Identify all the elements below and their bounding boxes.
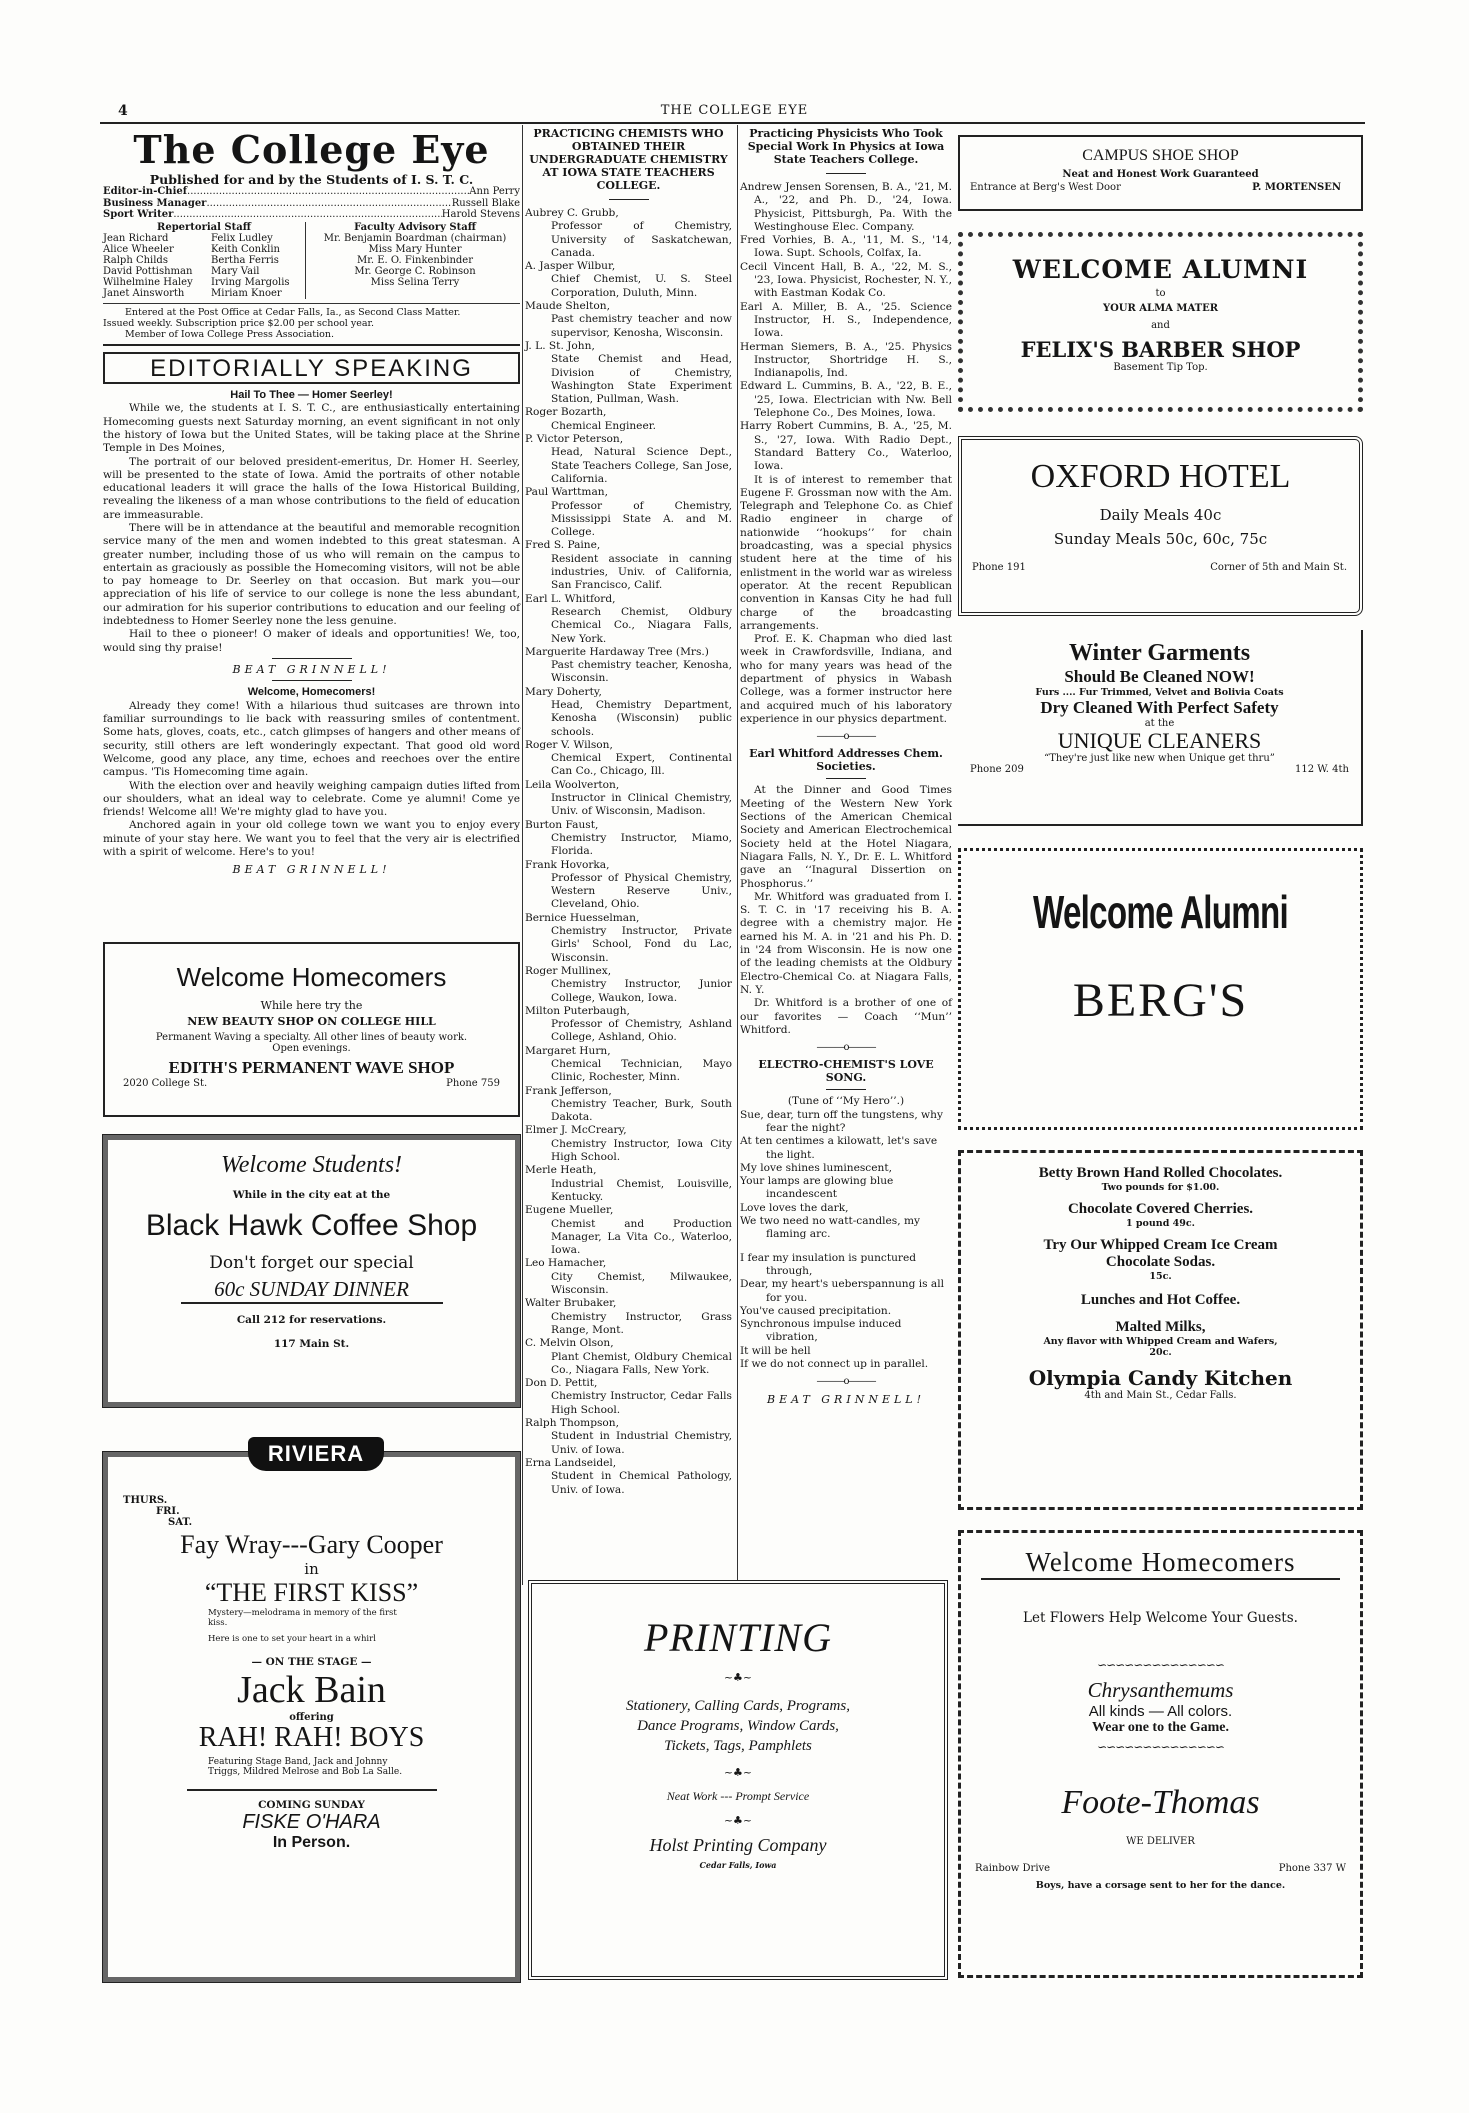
ad-olympia-candy-kitchen: Betty Brown Hand Rolled Chocolates. Two pounds for $1.00. Chocolate Covered Cherries. 1 pound 49c. Try Our Whipped Cream Ice Cream Chocolate Sodas. 15c. Lunches and Hot Coffee. Malted Milks, Any flavor with Whipped Cream and Wafers, 20c. Olympia Candy Kitchen 4th and Main St., Cedar Falls. xyxy=(958,1150,1363,1510)
list-item: Erna Landseidel, Student in Chemical Pathology, Univ. of Iowa. xyxy=(525,1456,732,1496)
column-physicists: Practicing Physicists Who Took Special Work In Physics at Iowa State Teachers College. Andrew Jensen Sorensen, B. A., '21, M. A., '22, and Ph. D., '24, Iowa. Physicist, Pittsburgh, Pa. With the Westinghouse Elec. Company. Fred Vorhies, B. A., '11, M. S., '14, Iowa. Supt. Schools, Colfax, Ia. Cecil Vincent Hall, B. A., '22, M. S., '23, Iowa. Physicist, Rochester, N. Y., with Eastman Kodak Co. Earl A. Miller, B. A., '25. Science Instructor, H. S., Independence, Iowa. Herman Siemers, B. A., '25. Physics Instructor, Shortridge H. S., Indianapolis, Ind. Edward L. Cummins, B. A., '22, B. E., '25, Iowa. Electrician with Nw. Bell Telephone Co., Des Moines, Iowa. Harry Robert Cummins, B. A., '25, M. S., '27, Iowa. With Radio Dept., Standard Battery Co., Waterloo, Iowa. It is of interest to remember that Eugene F. Grossman now with the Am. Telegraph and Telephone Co. as Chief Radio engineer in charge of nationwide ‘‘hookups’’ for chain broadcasting, was a special physics student here at the time of his enlistment in the world war as wireless operator. At the recent Republican convention in Kansas City he had full charge of the broadcasting arrangements. Prof. E. K. Chapman who died last week in Crawfordsville, Indiana, and who for many years was head of the department of physics in Wabash College, was a former instructor here and acquired much of his laboratory experience in our physics department. ———o——— Earl Whitford Addresses Chem. Societies. At the Dinner and Good Times Meeting of the Western New York Sections of the American Chemical Society and American Electrochemical Society held at the Hotel Niagara, Niagara Falls, N. Y., Dr. E. L. Whitford gave an ‘‘Inagural Dissertion on Phosphorus.’’ Mr. Whitford was graduated from I. S. T. C. in '17 receiving his B. A. degree with a chemistry major. He earned his M. A. in '21 and his Ph. D. in '24 from Wisconsin. He is now one of the leading chemists at the Oldbury Electro-Chemical Co. at Niagara Falls, N. Y. Dr. Whitford is a brother of one of our favorites — Coach ‘‘Mun’’ Whitford. ———o——— ELECTRO-CHEMIST'S LOVE SONG. (Tune of ‘‘My Hero’’.) Sue, dear, turn off the tungstens, why fear the night? At ten centimes a kilowatt, let's save the light. My love shines luminescent, Your lamps are glowing blue incandescent Love loves the dark, We two need no watt-candles, my flaming arc. I fear my insulation is punctured through, Dear, my heart's ueberspannung is all for you. You've caused precipitation. Synchronous impulse induced vibration, It will be hell If we do not connect up in parallel. ———o——— BEAT GRINNELL! xyxy=(740,127,952,1406)
list-item: Don D. Pettit, Chemistry Instructor, Cedar Falls High School. xyxy=(525,1377,732,1416)
publication-notice: Entered at the Post Office at Cedar Falls, Ia., as Second Class Matter. Issued weekly. Subscription price $2.00 per school year. Member of Iowa College Press Association. xyxy=(103,303,520,346)
list-item: Earl L. Whitford, Research Chemist, Oldbury Chemical Co., Niagara Falls, New York. xyxy=(525,592,732,645)
list-item: Leila Woolverton, Instructor in Clinical Chemistry, Univ. of Wisconsin, Madison. xyxy=(525,778,732,818)
list-item: Ralph Thompson, Student in Industrial Chemistry, Univ. of Iowa. xyxy=(525,1417,732,1456)
masthead-subtitle: Published for and by the Students of I. S. T. C. xyxy=(149,172,474,187)
beat-grinnell: BEAT GRINNELL! xyxy=(766,1392,925,1406)
top-rule xyxy=(100,122,1365,124)
ad-bergs: Welcome Alumni BERG'S xyxy=(958,848,1363,1130)
list-item: Fred S. Paine, Resident associate in canning industries, Univ. of California, San Francisco, Calif. xyxy=(525,539,732,592)
article-paragraph: While we, the students at I. S. T. C., are enthusiastically entertaining Homecoming guests next Saturday morning, an event significant in not only the history of Iowa but the United States, will be taking place at the Shrine Temple in Des Moines, xyxy=(103,402,520,455)
list-item: Leo Hamacher, City Chemist, Milwaukee, Wisconsin. xyxy=(525,1257,732,1297)
list-item: J. L. St. John, State Chemist and Head, Division of Chemistry, Washington State Experiment Station, Pullman, Wash. xyxy=(525,339,732,406)
repertorial-heading: Repertorial Staff xyxy=(157,221,251,233)
chemists-heading: PRACTICING CHEMISTS WHO OBTAINED THEIR UNDERGRADUATE CHEMISTRY AT IOWA STATE TEACHERS COLLEGE. xyxy=(529,127,728,192)
list-item: Herman Siemers, B. A., '25. Physics Instructor, Shortridge H. S., Indianapolis, Ind. xyxy=(740,340,952,380)
article-heading: Welcome, Homecomers! xyxy=(247,686,376,699)
ad-riviera-theatre: RIVIERA THURS. FRI. SAT. Fay Wray---Gary Cooper in “THE FIRST KISS” Mystery—melodrama in memory of the first kiss. Here is one to set your heart in a whirl — ON THE STAGE — Jack Bain offering RAH! RAH! BOYS Featuring Stage Band, Jack and Johnny Triggs, Mildred Melrose and Bob La Salle. COMING SUNDAY FISKE O'HARA In Person. xyxy=(103,1452,520,1982)
divider xyxy=(272,680,352,681)
list-item: Andrew Jensen Sorensen, B. A., '21, M. A., '22, and Ph. D., '24, Iowa. Physicist, Pittsburgh, Pa. With the Westinghouse Elec. Company. xyxy=(740,181,952,233)
staff-line: Business Manager ..... Russell Blake xyxy=(103,198,520,210)
list-item: P. Victor Peterson, Head, Natural Science Dept., State Teachers College, San Jose, California. xyxy=(525,433,732,485)
poem: Sue, dear, turn off the tungstens, why fear the night? At ten centimes a kilowatt, let's save the light. My love shines luminescent, Your lamps are glowing blue incandescent Love loves the dark, We two need no watt-candles, my flaming arc. I fear my insulation is punctured through, Dear, my heart's ueberspannung is all for you. You've caused precipitation. Synchronous impulse induced vibration, It will be hell If we do not connect up in parallel. xyxy=(740,1108,945,1371)
ad-ediths-wave-shop: Welcome Homecomers While here try the NEW BEAUTY SHOP ON COLLEGE HILL Permanent Waving a specialty. All other lines of beauty work. Open evenings. EDITH'S PERMANENT WAVE SHOP 2020 College St. Phone 759 xyxy=(103,942,520,1117)
list-item: Cecil Vincent Hall, B. A., '22, M. S., '23, Iowa. Physicist, Rochester, N. Y., with Eastman Kodak Co. xyxy=(740,260,952,300)
article-heading: Earl Whitford Addresses Chem. Societies. xyxy=(749,747,943,774)
ad-unique-cleaners: Winter Garments Should Be Cleaned NOW! Furs .... Fur Trimmed, Velvet and Bolivia Coats Dry Cleaned With Perfect Safety at the UNIQUE CLEANERS “They're just like new when Unique get thru” Phone 209 112 W. 4th xyxy=(958,630,1363,826)
list-item: Aubrey C. Grubb, Professor of Chemistry, University of Saskatchewan, Canada. xyxy=(525,207,732,259)
list-item: C. Melvin Olson, Plant Chemist, Oldbury Chemical Co., Niagara Falls, New York. xyxy=(525,1337,732,1376)
list-item: Edward L. Cummins, B. A., '22, B. E., '25, Iowa. Electrician with Nw. Bell Telephone Co., Des Moines, Iowa. xyxy=(740,380,952,420)
list-item: Marguerite Hardaway Tree (Mrs.) Past chemistry teacher, Kenosha, Wisconsin. xyxy=(525,645,732,685)
list-item: Walter Brubaker, Chemistry Instructor, Grass Range, Mont. xyxy=(525,1297,732,1336)
staff-grid xyxy=(103,222,520,299)
list-item: Roger V. Wilson, Chemical Expert, Continental Can Co., Chicago, Ill. xyxy=(525,738,732,778)
ad-oxford-hotel: OXFORD HOTEL Daily Meals 40c Sunday Meals 50c, 60c, 75c Phone 191 Corner of 5th and Main St. xyxy=(958,436,1363,616)
divider xyxy=(272,658,352,659)
ad-holst-printing: PRINTING ~♣~ Stationery, Calling Cards, Programs, Dance Programs, Window Cards, Tickets, Tags, Pamphlets ~♣~ Neat Work --- Prompt Service ~♣~ Holst Printing Company Cedar Falls, Iowa xyxy=(528,1580,948,1980)
column-editorial xyxy=(103,128,520,881)
list-item: Paul Warttman, Professor of Chemistry, Mississippi State A. and M. College. xyxy=(525,486,732,539)
article-paragraph: It is of interest to remember that Eugene F. Grossman now with the Am. Telegraph and Telephone Co. as Chief Radio engineer in charge of nationwide ‘‘hookups’’ for chain broadcasting, was a special physics student here at the time of his enlistment in the world war as wireless operator. At the recent Republican convention in Kansas City he had full charge of the broadcasting arrangements. xyxy=(740,473,952,632)
article-paragraph: Anchored again in your old college town we want you to enjoy every minute of your stay here. We want you to feel that the very air is electrified with a spirit of welcome. Here's to you! xyxy=(103,819,520,859)
column-rule xyxy=(737,125,738,1585)
column-chemists xyxy=(525,127,732,1497)
page-number: 4 xyxy=(118,103,128,119)
list-item: A. Jasper Wilbur, Chief Chemist, U. S. Steel Corporation, Duluth, Minn. xyxy=(525,260,732,299)
article-paragraph: With the election over and heavily weighing campaign duties lifted from our shoulders, what an ideal way to celebrate. Come ye alumni! Come ye friends! Welcome all! We're mighty glad to have you. xyxy=(103,779,520,819)
list-item: Frank Hovorka, Professor of Physical Chemistry, Western Reserve Univ., Cleveland, Ohio. xyxy=(525,858,732,911)
article-heading: ELECTRO-CHEMIST'S LOVE SONG. xyxy=(758,1058,934,1085)
physicists-heading: Practicing Physicists Who Took Special Work In Physics at Iowa State Teachers College. xyxy=(747,127,945,166)
beat-grinnell: BEAT GRINNELL! xyxy=(232,662,391,676)
editorially-speaking-banner: EDITORIALLY SPEAKING xyxy=(103,352,520,384)
chemists-list xyxy=(525,207,732,1497)
list-item: Fred Vorhies, B. A., '11, M. S., '14, Iowa. Supt. Schools, Colfax, Ia. xyxy=(740,234,952,260)
list-item: Burton Faust, Chemistry Instructor, Miamo, Florida. xyxy=(525,818,732,858)
faculty-list: Faculty Advisory Staff Mr. Benjamin Boardman (chairman) Miss Mary Hunter Mr. E. O. Finkenbinder Mr. George C. Robinson Miss Selina Terry xyxy=(305,222,520,299)
ad-foote-thomas: Welcome Homecomers Let Flowers Help Welcome Your Guests. ∽∽∽∽∽∽∽∽∽∽∽∽∽∽ Chrysanthemums All kinds — All colors. Wear one to the Game. ∽∽∽∽∽∽∽∽∽∽∽∽∽∽ Foote-Thomas WE DELIVER Rainbow Drive Phone 337 W Boys, have a corsage sent to her for the dance. xyxy=(958,1530,1363,1978)
newspaper-title: The College Eye xyxy=(133,127,490,172)
list-item: Merle Heath, Industrial Chemist, Louisville, Kentucky. xyxy=(525,1164,732,1203)
staff-line: Sport Writer ..... Harold Stevens xyxy=(103,209,520,221)
beat-grinnell: BEAT GRINNELL! xyxy=(232,863,391,877)
article-paragraph: Already they come! With a hilarious thud suitcases are thrown into familiar surroundings to lie back with reassuring smiles of contentment. Some hats, gloves, coats, etc., catch glimpses of hangers and other means of security, still others are left wonderingly expectant. That good old word Welcome, good any place, any time, echoes and reechoes over the entire campus. 'Tis Homecoming time again. xyxy=(103,699,520,779)
list-item: Maude Shelton, Past chemistry teacher and now supervisor, Kenosha, Wisconsin. xyxy=(525,300,732,339)
article-heading: Hail To Thee — Homer Seerley! xyxy=(230,388,393,401)
list-item: Elmer J. McCreary, Chemistry Instructor, Iowa City High School. xyxy=(525,1124,732,1164)
list-item: Eugene Mueller, Chemist and Production Manager, La Vita Co., Waterloo, Iowa. xyxy=(525,1204,732,1257)
list-item: Roger Mullinex, Chemistry Instructor, Junior College, Waukon, Iowa. xyxy=(525,964,732,1004)
ad-black-hawk-coffee-shop: Welcome Students! While in the city eat at the Black Hawk Coffee Shop Don't forget our special 60c SUNDAY DINNER Call 212 for reservations. 117 Main St. xyxy=(103,1135,520,1407)
list-item: Roger Bozarth, Chemical Engineer. xyxy=(525,406,656,432)
article-paragraph: Prof. E. K. Chapman who died last week in Crawfordsville, Indiana, and who for many years was head of the department of physics in Wabash College, was a former instructor here and acquired much of his laboratory experience in our physics department. xyxy=(740,633,952,725)
list-item: Bernice Huesselman, Chemistry Instructor, Private Girls' School, Fond du Lac, Wisconsin. xyxy=(525,911,732,964)
running-head: THE COLLEGE EYE xyxy=(660,103,809,118)
repertorial-list: Jean Richard Felix Ludley Alice Wheeler Keith Conklin Ralph Childs Bertha Ferris David Pottishman Mary Vail Wilhelmine Haley Irving Margolis Janet Ainsworth Miriam Knoer xyxy=(103,232,290,299)
article-paragraph: There will be in attendance at the beautiful and memorable recognition service many of the men and women indebted to this great statesman. A greater number, including those of us who will remain on the campus to entertain as graciously as possible the Homecoming visitors, will not be able to pay homeage to Dr. Seerley on that occasion. But mark you—our appreciation of his life of service to our college is none the less abundant, our admiration for his superior contributions to education and our feeling of indebtedness to Homer Seerley none the less genuine. xyxy=(103,521,520,628)
list-item: Frank Jefferson, Chemistry Teacher, Burk, South Dakota. xyxy=(525,1084,732,1124)
list-item: Earl A. Miller, B. A., '25. Science Instructor, H. S., Independence, Iowa. xyxy=(740,300,952,340)
list-item: Margaret Hurn, Chemical Technician, Mayo Clinic, Rochester, Minn. xyxy=(525,1044,732,1084)
column-rule xyxy=(522,125,523,1585)
ad-campus-shoe-shop: CAMPUS SHOE SHOP Neat and Honest Work Guaranteed Entrance at Berg's West Door P. MORTENSEN xyxy=(958,135,1363,211)
riviera-logo: RIVIERA xyxy=(248,1437,384,1471)
list-item: Mary Doherty, Head, Chemistry Department, Kenosha (Wisconsin) public schools. xyxy=(525,685,732,738)
ad-felix-barber-shop: WELCOME ALUMNI to YOUR ALMA MATER and FELIX'S BARBER SHOP Basement Tip Top. xyxy=(958,232,1363,412)
article-paragraph: Hail to thee o pioneer! O maker of ideals and opportunities! We, too, would sing thy praise! xyxy=(103,628,520,654)
article-paragraph: The portrait of our beloved president-emeritus, Dr. Homer H. Seerley, will be presented to the state of Iowa. Amid the portraits of other notable educational leaders it will grace the halls of the Iowa Historical Building, revealing the likeness of a man whose contributions to the field of education are immeasurable. xyxy=(103,455,520,521)
list-item: Harry Robert Cummins, B. A., '25, M. S., '27, Iowa. With Radio Dept., Standard Battery Co., Waterloo, Iowa. xyxy=(740,420,952,473)
list-item: Milton Puterbaugh, Professor of Chemistry, Ashland College, Ashland, Ohio. xyxy=(525,1004,732,1044)
staff-line: Editor-in-Chief ..... Ann Perry xyxy=(103,186,520,198)
